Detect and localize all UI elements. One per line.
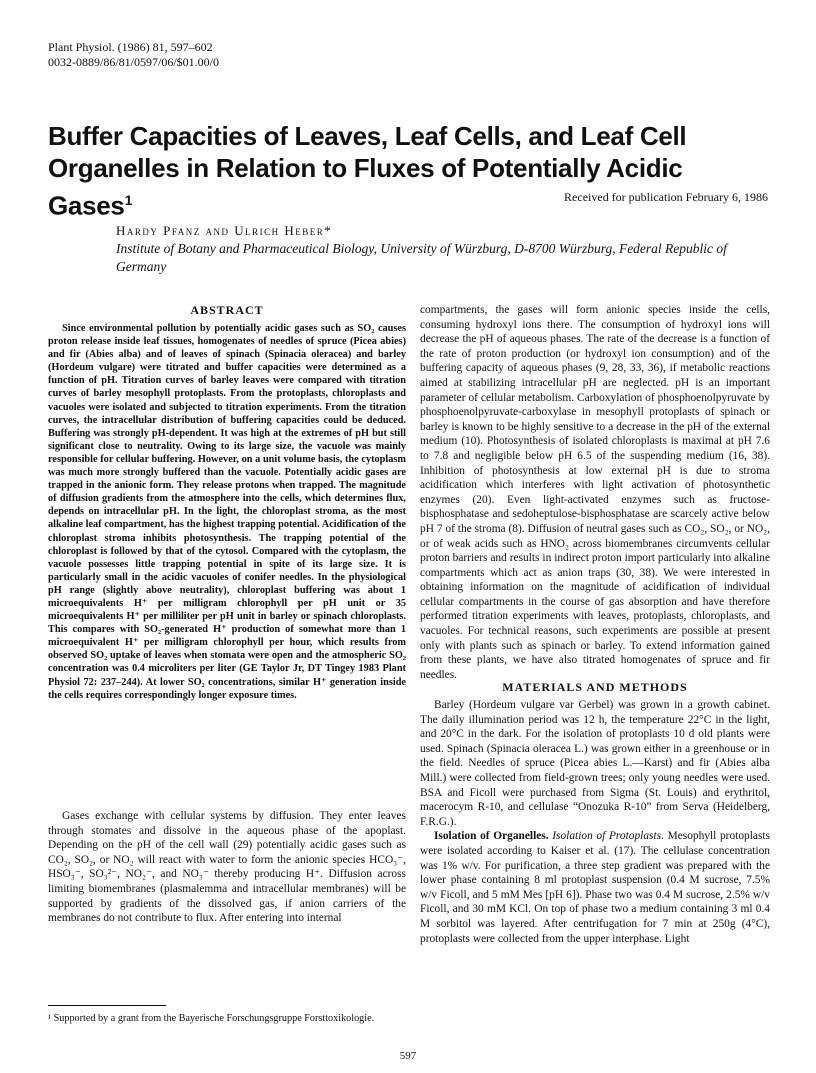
methods-paragraph-isolation [420, 829, 770, 946]
introduction [48, 809, 406, 926]
abstract-paragraph: Since environmental pollution by potentially acidic gases such as SO₂ causes proton release inside leaf tissues, homogenates of needles of spruce (Picea abies) and fir (Abies alba) and of leaves of spinach (Spinacia oleracea) and barley (Hordeum vulgare) were titrated and buffer capacities were determined as a function of pH. Titration curves of barley leaves were compared with titration curves of barley mesophyll protoplasts. From the protoplasts, chloroplasts and vacuoles were isolated and subjected to titration experiments. From the titration curves, the intracellular distribution of buffering capacities could be deduced. Buffering was strongly pH-dependent. It was high at the extremes of pH but still significant close to neutrality. Owing to its large size, the vacuole was mainly responsible for cellular buffering. However, on a unit volume basis, the cytoplasm was much more strongly buffered than the vacuole. Potentially acidic gases are trapped in the anionic form. They release protons when trapped. The magnitude of diffusion gradients from the atmosphere into the cells, which determines flux, depends on intracellular pH. In the light, the chloroplast stroma, as the most alkaline leaf compartment, has the highest trapping potential. Acidification of the chloroplast stroma inhibits photosynthesis. The trapping potential of the chloroplast is followed by that of the cytosol. Compared with the cytoplasm, the vacuole possesses little trapping potential in spite of its large size. It is particularly small in the acidic vacuoles of conifer needles. In the physiological pH range (slightly above neutrality), chloroplast buffering was about 1 microequivalents H⁺ per milligram chlorophyll per pH unit or 35 microequivalents H⁺ per milliliter per pH unit in barley or spinach chloroplasts. This compares with SO₂-generated H⁺ production of somewhat more than 1 microequivalent H⁺ per milligram chlorophyll per hour, which results from observed SO₂ uptake of leaves when stomata were open and the atmospheric SO₂ concentration was 0.4 microliters per liter (GE Taylor Jr, DT Tingey 1983 Plant Physiol 72: 237–244). At lower SO₂ concentrations, similar H⁺ generation inside the cells requires correspondingly longer exposure times. [48, 323, 406, 701]
affiliation: Institute of Botany and Pharmaceutical Biology, University of Würzburg, D-8700 Würzburg, Federal Republic of Germany [116, 241, 727, 274]
protoplasts-subheading: Isolation of Protoplasts. [552, 830, 664, 843]
intro-paragraph: Gases exchange with cellular systems by diffusion. They enter leaves through stomates and dissolve in the aqueous phase of the apoplast. Depending on the pH of the cell wall (29) potentially acidic gases such as CO₂, SO₂, or NO₂ will react with water to form the anionic species HCO₃⁻, HSO₃⁻, SO₃²⁻, NO₂⁻, and NO₃⁻ thereby producing H⁺. Diffusion across limiting biomembranes (plasmalemma and intracellular membranes) will be supported by gradients of the dissolved gas, if anion carriers of the membranes do not contribute to flux. After entering into internal [48, 810, 406, 925]
isolation-heading: Isolation of Organelles. [434, 830, 549, 843]
footnote: ¹ Supported by a grant from the Bayerische Forschungsgruppe Forsttoxikologie. [48, 1013, 375, 1024]
footnote-divider [48, 1005, 166, 1006]
title-footnote-mark: 1 [124, 192, 133, 208]
journal-code: 0032-0889/86/81/0597/06/$01.00/0 [48, 55, 219, 69]
isolation-text: Mesophyll protoplasts were isolated according to Kaiser et al. (17). The cellulase concentration was 1% w/v. For purification, a three step gradient was prepared with the lower phase containing 8 ml protoplast suspension (0.4 M sucrose, 7.5% w/v Ficoll, and 5 mM Mes [pH 6]). Phase two was 0.4 M sucrose, 2.5% w/v Ficoll, and 30 mM KCl. On top of phase two a medium containing 3 ml 0.4 M sorbitol was layered. After centrifugation for 7 min at 250g (4°C), protoplasts were collected from the upper interphase. Light [420, 830, 770, 945]
methods-body [420, 698, 770, 946]
article-title [48, 120, 768, 222]
abstract-heading: ABSTRACT [190, 303, 264, 317]
journal-header [48, 40, 219, 70]
authors: Hardy Pfanz and Ulrich Heber* [116, 223, 333, 238]
abstract-body [48, 322, 406, 702]
intro-continuation-paragraph: compartments, the gases will form anionic species inside the cells, consuming hydroxyl ions there. The consumption of hydroxyl ions will decrease the pH of aqueous phases. The rate of the decrease is a function of the rate of proton production (or hydroxyl ion consumption) and of the buffering capacity of aqueous phases (9, 28, 33, 36), if metabolic reactions aimed at stabilizing intracellular pH are neglected. pH is an important parameter of cellular metabolism. Carboxylation of phosphoenolpyruvate by phosphoenolpyruvate-carboxylase in mesophyll protoplasts of spinach or barley is known to be highly sensitive to a decrease in the pH of the external medium (10). Photosynthesis of isolated chloroplasts is maximal at pH 7.6 to 7.8 and negligible below pH 6.5 of the suspending medium (16, 38). Inhibition of photosynthesis at low external pH is due to stroma acidification which interferes with light activation of photosynthetic enzymes (20). Even light-activated enzymes such as fructose-bisphosphatase and sedoheptulose-bisphosphatase are scarcely active below pH 7 of the stroma (8). Diffusion of neutral gases such as CO₂, SO₂, or NO₂, or of weak acids such as HNO₂ across biomembranes circumvents cellular proton barriers and results in indirect proton import particularly into alkaline compartments which act as anion traps (30, 38). We were interested in obtaining information on the magnitude of acidification of individual cellular compartments in the course of gas absorption and have therefore performed titration experiments with leaves, protoplasts, chloroplasts, and vacuoles. For technical reasons, such experiments are possible at present only with plants such as spinach or barley. To extend information gained from these plants, we have also titrated homogenates of spruce and fir needles. [420, 304, 770, 681]
methods-heading: MATERIALS AND METHODS [502, 680, 688, 694]
received-date: Received for publication February 6, 1986 [564, 190, 768, 204]
page-number: 597 [399, 1050, 417, 1062]
article-title-text: Buffer Capacities of Leaves, Leaf Cells, and Leaf Cell Organelles in Relation to Fluxes of Potentially Acidic Gases [48, 121, 687, 221]
intro-continuation [420, 303, 770, 682]
journal-citation: Plant Physiol. (1986) 81, 597–602 [48, 40, 213, 54]
methods-paragraph-growth: Barley (Hordeum vulgare var Gerbel) was grown in a growth cabinet. The daily illumination period was 12 h, the temperature 22°C in the light, and 20°C in the dark. For the isolation of protoplasts 10 d old plants were used. Spinach (Spinacia oleracea L.) was grown either in a greenhouse or in the field. Needles of spruce (Picea abies L.—Karst) and fir (Abies alba Mill.) were collected from field-grown trees; only young needles were used. BSA and Ficoll were purchased from Sigma (St. Louis) and erythritol, macerocym R-10, and cellulase “Onozuka R-10” from Serva (Heidelberg, F.R.G.). [420, 699, 770, 828]
